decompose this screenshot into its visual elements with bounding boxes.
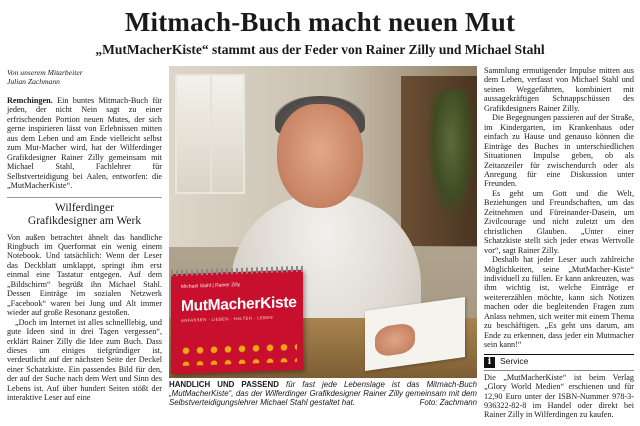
caption-lead: HANDLICH UND PASSEND xyxy=(169,380,279,389)
service-text: Die „MutMacherKiste“ ist beim Verlag „Glory World Medien“ erschienen und für 12,90 Euro unter der ISBN-Nummer 978-3-936322-82-8 im Handel oder direkt bei Rainer Zilly in Wilferdingen zu kaufen. xyxy=(484,372,634,420)
photo-caption xyxy=(169,380,477,408)
subheading-line-2: Grafikdesigner am Werk xyxy=(27,214,142,227)
byline-author: Julian Zachmann xyxy=(7,77,60,86)
info-icon: i xyxy=(484,357,495,368)
lead-text: Ein buntes Mitmach-Buch für jeden, der nicht Nein sagt zu einer erfrischenden Portion neuen Mutes, der sich gerne inspirieren lässt von Erlebnissen mitten aus dem Leben und am Ende vielleicht selbst zum Mut-Macher wird, hat der Wilferdinger Grafikdesigner Rainer Zilly gemeinsam mit Michael Stahl, Fachlehrer für Selbstverteidigung bei Aalen, entworfen: die „MutMacherKiste“. xyxy=(7,96,162,191)
service-header xyxy=(484,354,634,371)
body-paragraph: Es geht um Gott und die Welt, Beziehungen und Freundschaften, um das Zeitnehmen und Füreinander-Dasein, um Zivilcourage und nicht zuletzt um den christlichen Glauben. „Unter einer Schatzkiste stellt sich jeder etwas Wertvolle vor“, sagt Rainer Zilly. xyxy=(484,188,634,255)
article-subheadline: „MutMacherKiste“ stammt aus der Feder von Rainer Zilly und Michael Stahl xyxy=(95,42,545,57)
byline xyxy=(7,68,162,86)
photo-plant xyxy=(427,90,475,220)
dateline: Remchingen. xyxy=(7,96,53,105)
article-photo xyxy=(169,66,477,378)
byline-role: Von unserem Mitarbeiter xyxy=(7,68,83,77)
lead-paragraph xyxy=(7,96,162,191)
body-paragraph: „Doch im Internet ist alles schnelllebig, und gute Ideen sind in drei Tagen vergessen“, erklärt Rainer Zilly die Idee zum Buch. Dass dieses um einiges tiefgründiger ist, verdeutlicht auf der nächsten Seite der Deckel einer Schatzkiste. Ein passendes Bild für den, der auf der Suche nach dem Wert und Sinn des Lebens ist. Auf über hundert Seiten stößt der interaktive Leser auf eine xyxy=(7,317,162,403)
photo-window xyxy=(175,74,245,194)
book-title: MutMacherKiste xyxy=(181,293,297,315)
photo-credit: Foto: Zachmann xyxy=(419,398,477,408)
section-subheading xyxy=(7,197,162,228)
service-box xyxy=(484,354,634,420)
article-headline: Mitmach-Buch macht neuen Mut xyxy=(124,7,516,37)
left-text-column xyxy=(7,68,162,403)
subheading-line-1: Wilferdinger xyxy=(55,201,114,214)
photo-person-face xyxy=(277,104,363,208)
book-authors: Michael Stahl | Rainer Zilly xyxy=(181,281,241,290)
body-paragraph: Deshalb hat jeder Leser auch zahlreiche Möglichkeiten, seine „MutMacher-Kiste“ individuell zu füllen. Er kann ankreuzen, was ihm wichtig ist, welche Einträge er weitererzählen möchte, kann sich Notizen machen oder die begleitenden Fragen zum Anlass nehmen, sich weiter mit einem Thema zu beschäftigen. „Es geht uns darum, am Ende zu erkennen, dass jeder ein Mutmacher sein kann!“ xyxy=(484,255,634,350)
book-dot-pattern xyxy=(179,340,297,366)
body-paragraph: Die Begegnungen passieren auf der Straße, im Kindergarten, im Krankenhaus oder einfach zu Hause und genauso können die Einträge des Buches in unterschiedlichen Situationen Impulse geben, ob als Zeitanzeiler für zwischendurch oder als Anregung für eine Diskussion unter Freunden. xyxy=(484,113,634,189)
body-paragraph: Von außen betrachtet ähnelt das handliche Ringbuch im Querformat ein wenig einem Notebook. Und tatsächlich: Wenn der Leser das Deckblatt umklappt, springt ihm erst einmal eine Tastatur entgegen. Auf dem „Bildschirm“ begrüßt ihn Michael Stahl. Dessen Einträge im sozialen Netzwerk „Facebook“ waren bei Jung und Alt immer wieder auf große Resonanz gestoßen. xyxy=(7,232,162,318)
body-paragraph: Sammlung ermutigender Impulse mitten aus dem Leben, verfasst von Michael Stahl und seinen Weggefährten, kombiniert mit aussagekräftigen Schnappschüssen des Grafikdesigners Rainer Zilly. xyxy=(484,66,634,113)
photo-book-cover xyxy=(171,270,303,375)
right-text-column xyxy=(484,66,634,420)
caption-text: für fast jede Lebenslage ist das Mitmach-Buch „MutMacherKiste“, das der Wilferdinger Grafikdesigner Rainer Zilly gemeinsam mit dem Selbstverteidigungslehrer Michael Stahl gestaltet hat. xyxy=(169,380,478,408)
book-subtitle: ANFASSEN · LIEBEN · HALTEN · LEBEN xyxy=(181,314,273,323)
photo-hand xyxy=(375,322,415,358)
book-spiral-binding xyxy=(171,266,303,277)
service-label: Service xyxy=(500,356,529,367)
